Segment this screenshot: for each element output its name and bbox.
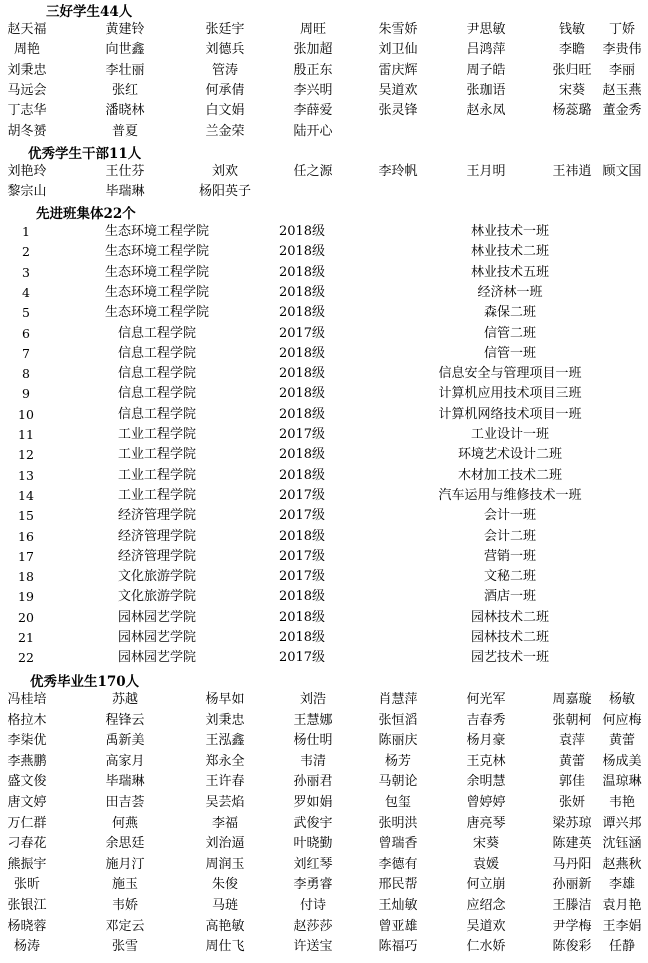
name-cell: 许送宝	[293, 939, 333, 955]
name-cell: 任静	[608, 939, 636, 955]
college-cell: 生态环境工程学院	[104, 224, 210, 239]
name-cell: 杨涛	[13, 939, 41, 955]
college-cell: 经济管理学院	[117, 548, 197, 564]
name-cell: 苏越	[111, 692, 139, 707]
name-cell: 刘红琴	[293, 856, 333, 872]
name-cell: 格拉木	[7, 712, 47, 728]
name-cell: 罗如娟	[293, 795, 333, 810]
name-cell: 丁娇	[608, 22, 636, 37]
grade-cell: 2018级	[278, 386, 326, 402]
name-cell: 张廷宇	[205, 22, 245, 37]
grade-cell: 2018级	[278, 264, 326, 280]
college-cell: 文化旅游学院	[117, 589, 197, 605]
name-cell: 程锋云	[105, 712, 145, 728]
name-cell: 吴芸焰	[205, 795, 245, 810]
name-cell: 何光军	[466, 692, 506, 707]
section-heading-classes: 先进班集体22个	[36, 206, 136, 222]
name-cell: 应绍念	[466, 898, 506, 913]
grade-cell: 2017级	[278, 325, 326, 341]
name-cell: 周仕飞	[205, 939, 245, 955]
grade-cell: 2017级	[278, 650, 326, 666]
name-cell: 王仕芬	[105, 164, 145, 179]
name-cell: 邓定云	[105, 918, 145, 934]
row-number: 18	[18, 569, 34, 585]
row-number: 14	[18, 487, 34, 503]
name-cell: 马琏	[211, 898, 239, 913]
class-cell: 园林技术二班	[470, 609, 550, 625]
name-cell: 李德有	[378, 856, 418, 872]
name-cell: 唐亮琴	[466, 815, 506, 831]
name-cell: 王月明	[466, 164, 506, 179]
name-cell: 周嘉璇	[552, 692, 592, 707]
grade-cell: 2018级	[278, 630, 326, 645]
name-cell: 盛文俊	[7, 774, 47, 790]
name-cell: 杨敏	[608, 692, 636, 707]
college-cell: 生态环境工程学院	[104, 284, 210, 300]
name-cell: 李兴明	[293, 82, 333, 98]
name-cell: 李燕鹏	[7, 753, 47, 769]
name-cell: 余思廷	[105, 836, 145, 852]
row-number: 20	[18, 609, 34, 625]
name-cell: 施玉	[111, 877, 139, 893]
name-cell: 张妍	[558, 795, 586, 810]
class-cell: 酒店一班	[483, 589, 537, 605]
grade-cell: 2018级	[278, 345, 326, 361]
name-cell: 张珈语	[466, 82, 506, 98]
grade-cell: 2017级	[278, 487, 326, 503]
name-cell: 李丽	[608, 62, 636, 78]
name-cell: 王许春	[205, 774, 245, 790]
name-cell: 梁苏琼	[552, 815, 592, 831]
name-cell: 陈丽庆	[378, 733, 418, 749]
name-cell: 孙丽君	[293, 774, 333, 790]
class-cell: 文秘二班	[483, 569, 537, 585]
name-cell: 肖慧萍	[378, 692, 418, 707]
class-cell: 森保二班	[483, 305, 537, 321]
college-cell: 工业工程学院	[117, 447, 197, 463]
row-number: 22	[18, 650, 34, 666]
name-cell: 丁志华	[7, 103, 47, 119]
name-cell: 周子皓	[466, 62, 506, 78]
row-number: 13	[18, 467, 34, 483]
name-cell: 禹新美	[105, 733, 145, 749]
name-cell: 韦娇	[111, 898, 139, 913]
name-cell: 周旺	[299, 22, 327, 37]
grade-cell: 2017级	[278, 508, 326, 524]
class-cell: 会计二班	[483, 528, 537, 544]
name-cell: 吴道欢	[466, 918, 506, 934]
name-cell: 赵莎莎	[293, 918, 333, 934]
name-cell: 何承倩	[205, 82, 245, 98]
college-cell: 文化旅游学院	[117, 569, 197, 585]
name-cell: 张归旺	[552, 62, 592, 78]
class-cell: 经济林一班	[477, 284, 543, 300]
class-cell: 营销一班	[483, 548, 537, 564]
row-number: 11	[18, 427, 34, 442]
name-cell: 毕瑞琳	[105, 774, 145, 790]
grade-cell: 2018级	[278, 589, 326, 605]
row-number: 1	[22, 224, 30, 239]
row-number: 3	[22, 264, 30, 280]
college-cell: 生态环境工程学院	[104, 305, 210, 321]
name-cell: 钱敏	[558, 22, 586, 37]
name-cell: 袁萍	[558, 733, 586, 749]
name-cell: 吴道欢	[378, 82, 418, 98]
class-cell: 会计一班	[483, 508, 537, 524]
name-cell: 刘治逼	[205, 836, 245, 852]
row-number: 19	[18, 589, 34, 605]
class-cell: 汽车运用与维修技术一班	[438, 487, 582, 503]
name-cell: 王克林	[466, 753, 506, 769]
college-cell: 园林园艺学院	[117, 650, 197, 666]
name-cell: 何立崩	[466, 877, 506, 893]
name-cell: 李薛爱	[293, 103, 333, 119]
name-cell: 胡冬赟	[7, 123, 47, 139]
name-cell: 郑永全	[205, 753, 245, 769]
row-number: 17	[18, 548, 34, 564]
section-heading-biye: 优秀毕业生170人	[30, 674, 140, 690]
name-cell: 付诗	[299, 898, 327, 913]
class-cell: 林业技术五班	[470, 264, 550, 280]
name-cell: 武俊宇	[293, 815, 333, 831]
name-cell: 唐文婷	[7, 795, 47, 810]
grade-cell: 2018级	[278, 284, 326, 300]
name-cell: 马朝论	[378, 774, 418, 790]
name-cell: 董金秀	[602, 103, 642, 119]
row-number: 8	[22, 366, 30, 382]
name-cell: 张恒滔	[378, 712, 418, 728]
college-cell: 信息工程学院	[117, 386, 197, 402]
name-cell: 杨月豪	[466, 733, 506, 749]
name-cell: 尹思敏	[466, 22, 506, 37]
name-cell: 邢民帮	[378, 877, 418, 893]
college-cell: 信息工程学院	[117, 406, 197, 422]
name-cell: 刘秉忠	[7, 62, 47, 78]
grade-cell: 2018级	[278, 224, 326, 239]
name-cell: 韦清	[299, 753, 327, 769]
grade-cell: 2018级	[278, 447, 326, 463]
college-cell: 经济管理学院	[117, 508, 197, 524]
college-cell: 工业工程学院	[117, 427, 197, 442]
name-cell: 熊振宇	[7, 856, 47, 872]
name-cell: 吕鸿萍	[466, 42, 506, 58]
name-cell: 施月汀	[105, 856, 145, 872]
grade-cell: 2018级	[278, 406, 326, 422]
name-cell: 黄蕾	[558, 753, 586, 769]
grade-cell: 2018级	[278, 305, 326, 321]
name-cell: 袁月艳	[602, 898, 642, 913]
class-cell: 园林技术二班	[470, 630, 550, 645]
name-cell: 杨蕊璐	[552, 103, 592, 119]
name-cell: 潘晓林	[105, 103, 145, 119]
name-cell: 宋葵	[558, 82, 586, 98]
college-cell: 工业工程学院	[117, 467, 197, 483]
name-cell: 李柒优	[7, 733, 47, 749]
name-cell: 杨晓蓉	[7, 918, 47, 934]
name-cell: 韦艳	[608, 795, 636, 810]
name-cell: 包玺	[384, 795, 412, 810]
name-cell: 刁春花	[7, 836, 47, 852]
row-number: 16	[18, 528, 34, 544]
name-cell: 刘欢	[211, 164, 239, 179]
name-cell: 温琼琳	[602, 774, 642, 790]
name-cell: 陈建英	[552, 836, 592, 852]
name-cell: 张灵锋	[378, 103, 418, 119]
name-cell: 刘秉忠	[205, 712, 245, 728]
grade-cell: 2017级	[278, 548, 326, 564]
name-cell: 任之源	[293, 164, 333, 179]
name-cell: 曾亚雄	[378, 918, 418, 934]
row-number: 15	[18, 508, 34, 524]
name-cell: 刘德兵	[205, 42, 245, 58]
name-cell: 高家月	[105, 753, 145, 769]
name-cell: 张雪	[111, 939, 139, 955]
college-cell: 经济管理学院	[117, 528, 197, 544]
name-cell: 黄蕾	[608, 733, 636, 749]
grade-cell: 2018级	[278, 528, 326, 544]
class-cell: 计算机网络技术项目一班	[438, 406, 582, 422]
name-cell: 李壮丽	[105, 62, 145, 78]
name-cell: 沈钰涵	[602, 836, 642, 852]
name-cell: 朱雪娇	[378, 22, 418, 37]
name-cell: 万仁群	[7, 815, 47, 831]
name-cell: 仁水娇	[466, 939, 506, 955]
name-cell: 兰金荣	[205, 123, 245, 139]
college-cell: 园林园艺学院	[117, 609, 197, 625]
name-cell: 杨成美	[602, 753, 642, 769]
name-cell: 孙丽新	[552, 877, 592, 893]
name-cell: 赵永凤	[466, 103, 506, 119]
row-number: 4	[22, 284, 30, 300]
name-cell: 谭兴邦	[602, 815, 642, 831]
name-cell: 张昕	[13, 877, 41, 893]
row-number: 12	[18, 447, 34, 463]
section-heading-ganbu: 优秀学生干部11人	[28, 146, 142, 162]
name-cell: 曾瑞香	[378, 836, 418, 852]
name-cell: 赵玉燕	[602, 82, 642, 98]
class-cell: 林业技术二班	[470, 244, 550, 260]
college-cell: 工业工程学院	[117, 487, 197, 503]
name-cell: 李玲帆	[378, 164, 418, 179]
name-cell: 王滕洁	[552, 898, 592, 913]
grade-cell: 2018级	[278, 366, 326, 382]
name-cell: 赵燕秋	[602, 856, 642, 872]
class-cell: 园艺技术一班	[470, 650, 550, 666]
row-number: 6	[22, 325, 30, 341]
class-cell: 信息安全与管理项目一班	[438, 366, 582, 382]
name-cell: 李勇睿	[293, 877, 333, 893]
name-cell: 周润玉	[205, 856, 245, 872]
row-number: 10	[18, 406, 34, 422]
name-cell: 王祎逍	[552, 164, 592, 179]
name-cell: 冯桂培	[7, 692, 47, 707]
college-cell: 信息工程学院	[117, 345, 197, 361]
name-cell: 李贵伟	[602, 42, 642, 58]
row-number: 7	[22, 345, 30, 361]
class-cell: 信管二班	[483, 325, 537, 341]
class-cell: 环境艺术设计二班	[457, 447, 563, 463]
name-cell: 向世鑫	[105, 42, 145, 58]
name-cell: 尹学梅	[552, 918, 592, 934]
name-cell: 李福	[211, 815, 239, 831]
name-cell: 李雄	[608, 877, 636, 893]
class-cell: 工业设计一班	[470, 427, 550, 442]
name-cell: 田吉荟	[105, 795, 145, 810]
name-cell: 周艳	[13, 42, 41, 58]
class-cell: 林业技术一班	[470, 224, 550, 239]
class-cell: 木材加工技术二班	[457, 467, 563, 483]
name-cell: 王灿敏	[378, 898, 418, 913]
college-cell: 信息工程学院	[117, 366, 197, 382]
name-cell: 杨早如	[205, 692, 245, 707]
name-cell: 余明慧	[466, 774, 506, 790]
grade-cell: 2018级	[278, 609, 326, 625]
name-cell: 王李娟	[602, 918, 642, 934]
grade-cell: 2018级	[278, 244, 326, 260]
class-cell: 计算机应用技术项目三班	[438, 386, 582, 402]
name-cell: 朱俊	[211, 877, 239, 893]
grade-cell: 2018级	[278, 467, 326, 483]
name-cell: 普夏	[111, 123, 139, 139]
name-cell: 张朝柯	[552, 712, 592, 728]
name-cell: 顾文国	[602, 164, 642, 179]
row-number: 2	[22, 244, 30, 260]
row-number: 21	[18, 630, 34, 645]
name-cell: 张明洪	[378, 815, 418, 831]
name-cell: 杨阳英子	[198, 184, 252, 200]
college-cell: 园林园艺学院	[117, 630, 197, 645]
name-cell: 张加超	[293, 42, 333, 58]
name-cell: 马丹阳	[552, 856, 592, 872]
name-cell: 高艳敏	[205, 918, 245, 934]
name-cell: 黎宗山	[7, 184, 47, 200]
name-cell: 叶晓勤	[293, 836, 333, 852]
name-cell: 毕瑞琳	[105, 184, 145, 200]
section-heading-sanhao: 三好学生44人	[46, 4, 133, 20]
name-cell: 黄建铃	[105, 22, 145, 37]
name-cell: 陆开心	[293, 123, 333, 139]
name-cell: 吉春秀	[466, 712, 506, 728]
name-cell: 赵天福	[7, 22, 47, 37]
grade-cell: 2017级	[278, 427, 326, 442]
name-cell: 杨芳	[384, 753, 412, 769]
name-cell: 管涛	[211, 62, 239, 78]
grade-cell: 2017级	[278, 569, 326, 585]
name-cell: 王慧娜	[293, 712, 333, 728]
name-cell: 张银江	[7, 898, 47, 913]
name-cell: 何燕	[111, 815, 139, 831]
name-cell: 李瞻	[558, 42, 586, 58]
name-cell: 郭佳	[558, 774, 586, 790]
name-cell: 殷正东	[293, 62, 333, 78]
name-cell: 袁媛	[472, 856, 500, 872]
name-cell: 何应梅	[602, 712, 642, 728]
name-cell: 杨仕明	[293, 733, 333, 749]
name-cell: 雷庆辉	[378, 62, 418, 78]
name-cell: 刘艳玲	[7, 164, 47, 179]
name-cell: 刘浩	[299, 692, 327, 707]
college-cell: 生态环境工程学院	[104, 264, 210, 280]
row-number: 5	[22, 305, 30, 321]
class-cell: 信管一班	[483, 345, 537, 361]
name-cell: 白文娟	[205, 103, 245, 119]
name-cell: 陈福巧	[378, 939, 418, 955]
name-cell: 张红	[111, 82, 139, 98]
name-cell: 王泓鑫	[205, 733, 245, 749]
name-cell: 宋葵	[472, 836, 500, 852]
name-cell: 刘卫仙	[378, 42, 418, 58]
name-cell: 马远会	[7, 82, 47, 98]
name-cell: 曾婷婷	[466, 795, 506, 810]
name-cell: 陈俊彩	[552, 939, 592, 955]
college-cell: 生态环境工程学院	[104, 244, 210, 260]
college-cell: 信息工程学院	[117, 325, 197, 341]
row-number: 9	[22, 386, 30, 402]
